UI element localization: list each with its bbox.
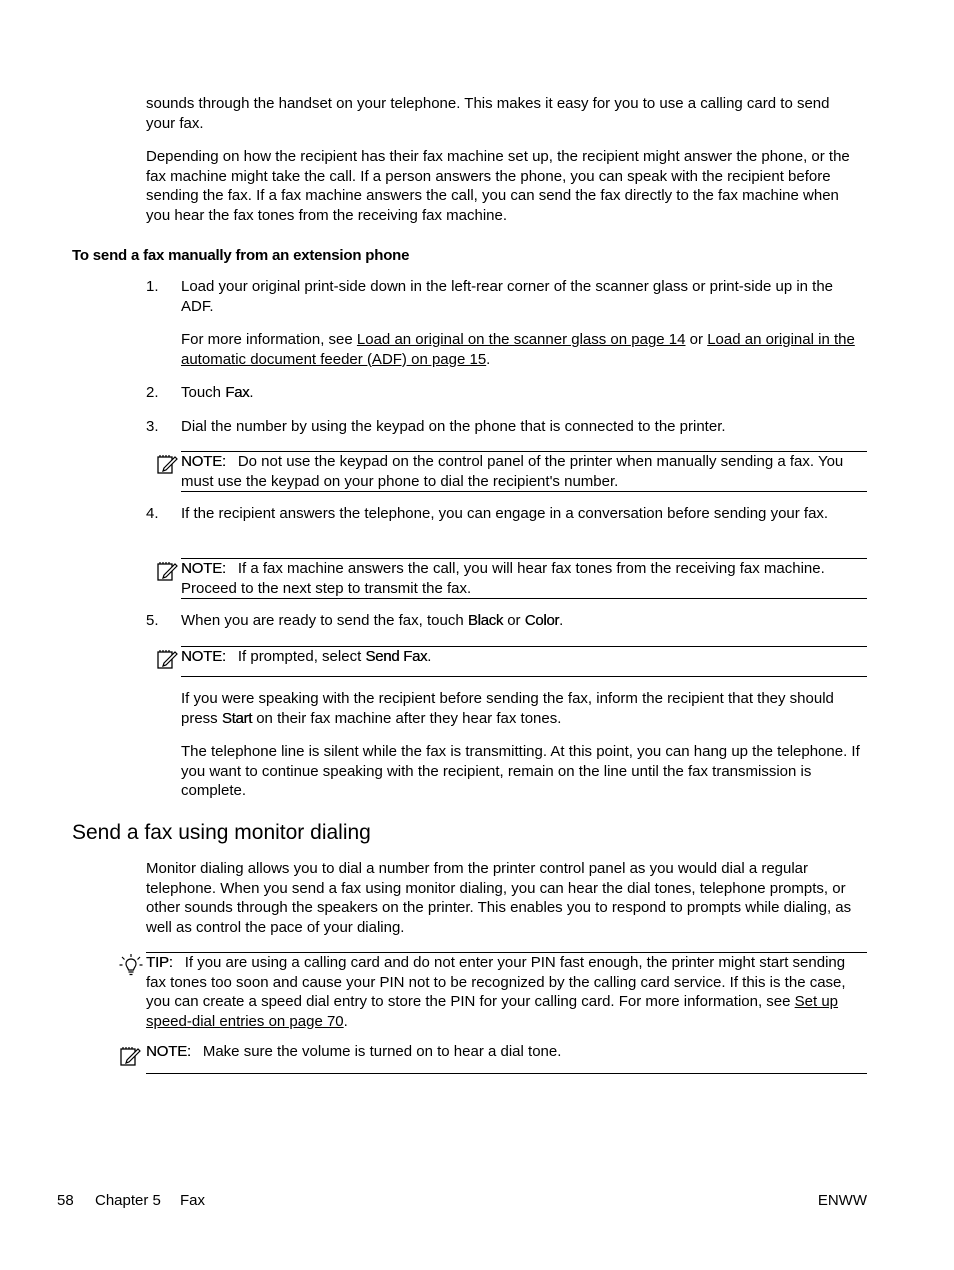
note-box-1 xyxy=(181,451,867,492)
step-4-number: 4. xyxy=(146,505,159,522)
step-1-number: 1. xyxy=(146,278,159,295)
note-4-content: NOTE: Make sure the volume is turned on to hear a dial tone. xyxy=(146,1043,562,1060)
step-1-text: Load your original print-side down in the left-rear corner of the scanner glass or print-side up in the ADF. xyxy=(181,278,834,315)
link-load-adf[interactable]: Load an original in the automatic document feeder (ADF) on page 15 xyxy=(181,331,855,368)
step-5-number: 5. xyxy=(146,612,159,629)
note-icon xyxy=(156,453,178,475)
note-3-content: NOTE: If prompted, select Send Fax. xyxy=(181,648,432,665)
tip-content: TIP: If you are using a calling card and do not enter your PIN fast enough, the printer might start sending fax tones too soon and cause your PIN not to be recognized by the calling card service. If this is the case, you can create a speed dial entry to store the PIN for your calling card. For more information, see Set up speed-dial entries on page 70. xyxy=(146,954,846,1030)
step-3-number: 3. xyxy=(146,418,159,435)
note-label: NOTE: xyxy=(181,453,226,470)
note-1-content: NOTE: Do not use the keypad on the control panel of the printer when manually sending a fax. You must use the keypad on your phone to dial the recipient's number. xyxy=(181,453,844,490)
ui-label-color: Color xyxy=(524,612,560,629)
procedure-heading: To send a fax manually from an extension phone xyxy=(72,247,410,264)
note-label: NOTE: xyxy=(181,560,226,577)
link-speed-dial-entries[interactable]: Set up speed-dial entries on page 70 xyxy=(146,993,839,1030)
step-3-text: Dial the number by using the keypad on the phone that is connected to the printer. xyxy=(181,418,726,435)
footer-chapter: Chapter 5 xyxy=(95,1192,161,1209)
lightbulb-icon xyxy=(119,953,143,979)
ui-label-fax: Fax xyxy=(225,384,250,401)
ui-label-send-fax: Send Fax xyxy=(365,648,428,665)
ui-label-start: Start xyxy=(221,709,253,727)
tip-label: TIP: xyxy=(146,954,173,971)
note-icon xyxy=(156,648,178,670)
ui-label-black: Black xyxy=(467,612,504,629)
intro-paragraph-2: Depending on how the recipient has their fax machine set up, the recipient might answer the phone, or the fax machine might take the call. If a person answers the phone, you can speak with the recipient before sending the fax. If a fax machine answers the call, you can send the fax directly to the fax machine when you hear the fax tones from the receiving fax machine. xyxy=(146,148,850,224)
tip-box xyxy=(146,952,867,1032)
footer-chapter-title: Fax xyxy=(180,1192,206,1209)
step-5-text: When you are ready to send the fax, touch Black or Color. xyxy=(181,612,564,629)
note-label: NOTE: xyxy=(181,648,226,665)
note-box-2 xyxy=(181,558,867,599)
section-heading: Send a fax using monitor dialing xyxy=(72,821,371,844)
note-icon xyxy=(119,1045,141,1067)
note-2-content: NOTE: If a fax machine answers the call, you will hear fax tones from the receiving fax machine. Proceed to the next step to transmit the fax. xyxy=(181,560,825,597)
note-box-3 xyxy=(181,646,867,677)
intro-paragraph-1: sounds through the handset on your telephone. This makes it easy for you to use a calling card to send your fax. xyxy=(146,95,830,132)
after-step-paragraph-2: The telephone line is silent while the fax is transmitting. At this point, you can hang up the telephone. If you want to continue speaking with the recipient, remain on the line until the fax transmission is complete. xyxy=(181,743,860,799)
step-1-more-info: For more information, see Load an original on the scanner glass on page 14 or Load an original in the automatic document feeder (ADF) on page 15. xyxy=(181,331,855,368)
step-2-text: Touch Fax. xyxy=(181,384,254,401)
step-4-text: If the recipient answers the telephone, you can engage in a conversation before sending your fax. xyxy=(181,505,829,522)
note-box-4 xyxy=(146,1042,867,1074)
footer-locale: ENWW xyxy=(817,1192,867,1209)
note-icon xyxy=(156,560,178,582)
step-2-number: 2. xyxy=(146,384,159,401)
note-label: NOTE: xyxy=(146,1043,191,1060)
page-number: 58 xyxy=(57,1192,74,1209)
link-load-scanner-glass[interactable]: Load an original on the scanner glass on page 14 xyxy=(356,331,686,348)
section-paragraph: Monitor dialing allows you to dial a number from the printer control panel as you would dial a regular telephone. When you send a fax using monitor dialing, you can hear the dial tones, telephone prompts, or other sounds through the speakers on the printer. This enables you to respond to prompts while dialing, as well as control the pace of your dialing. xyxy=(146,860,852,936)
after-step-paragraph-1: If you were speaking with the recipient before sending the fax, inform the recipient that they should press Start on their fax machine after they hear fax tones. xyxy=(181,690,834,727)
